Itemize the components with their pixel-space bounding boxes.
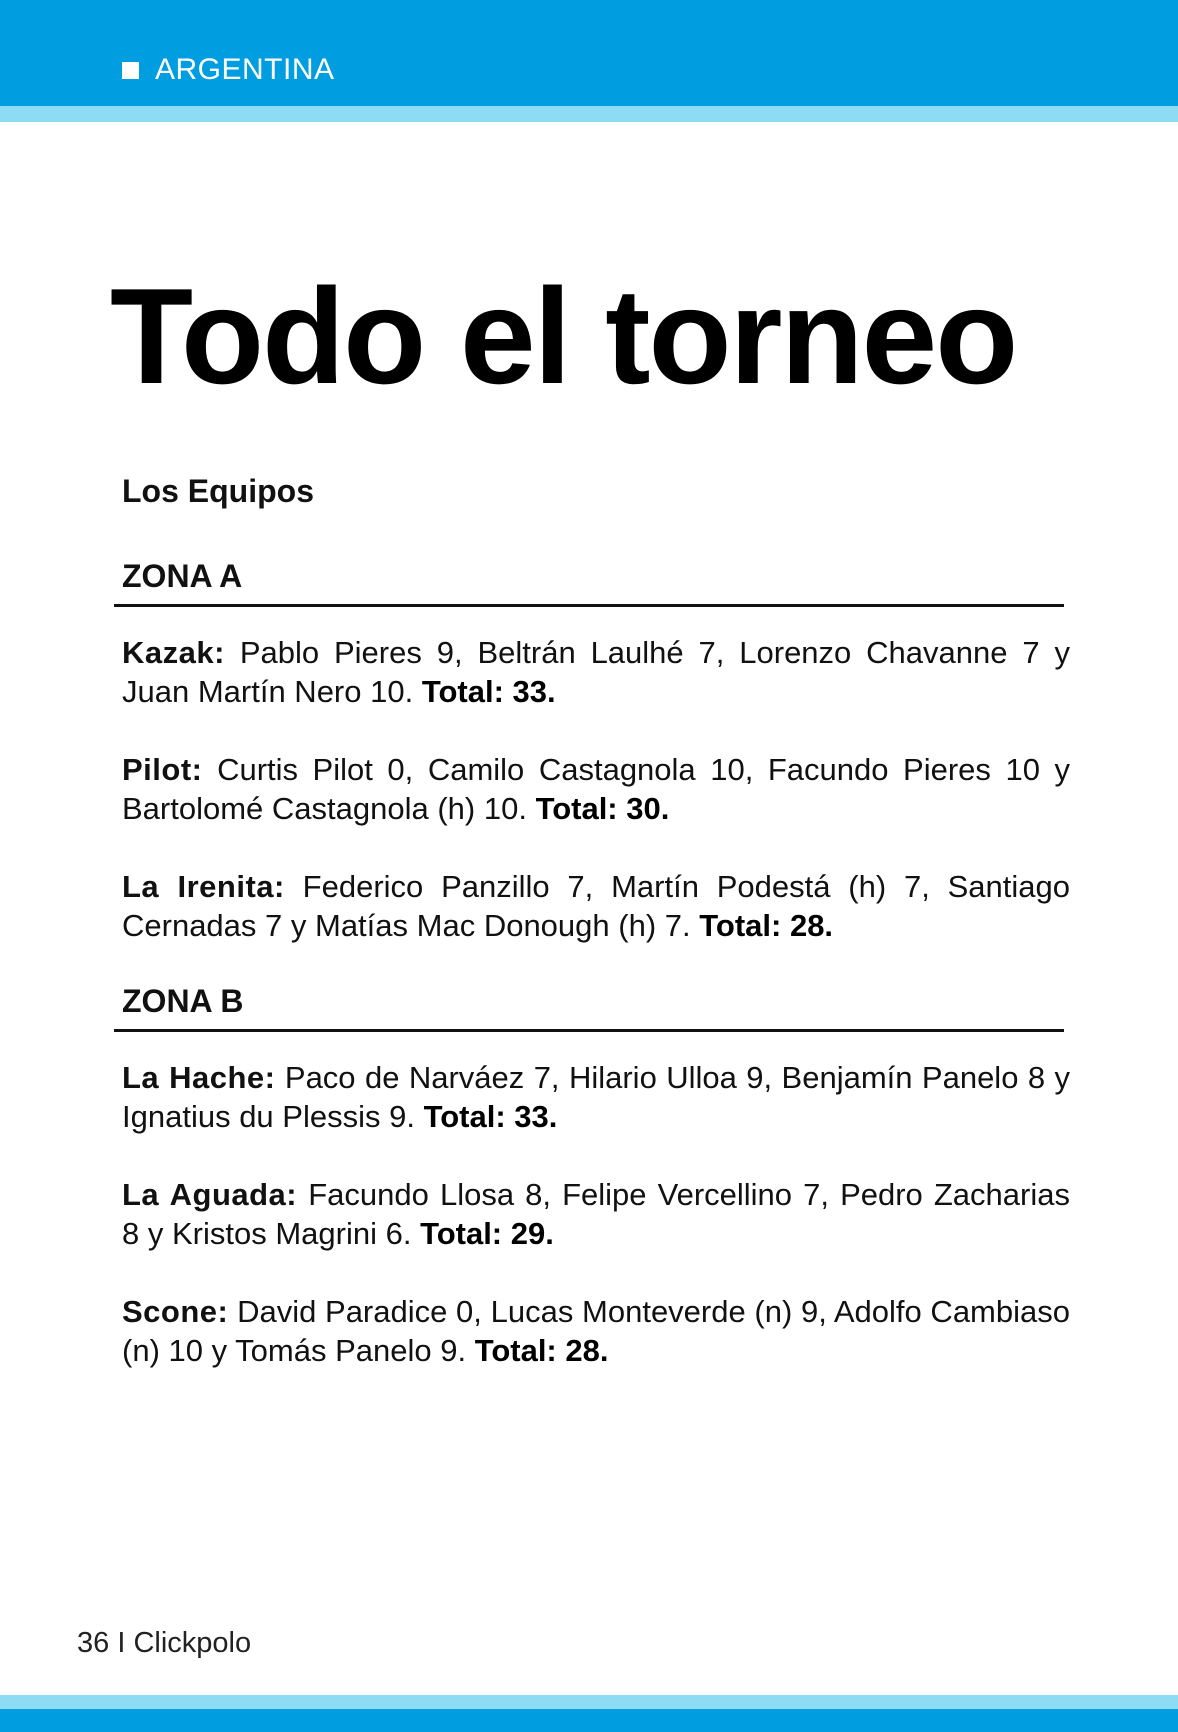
team-total (475, 1333, 609, 1368)
team-name: Kazak: (122, 635, 225, 670)
team-entry (122, 1058, 1070, 1136)
team-total-value: 33. (514, 1099, 558, 1134)
page-title: Todo el torneo (110, 260, 1017, 412)
zone-divider (114, 1029, 1064, 1032)
section-label-text: ARGENTINA (155, 53, 335, 86)
team-name: La Irenita: (122, 869, 285, 904)
team-total (422, 674, 556, 709)
team-entry (122, 750, 1070, 828)
team-total (536, 791, 670, 826)
page-number: 36 (77, 1627, 110, 1659)
zone-divider (114, 604, 1064, 607)
team-total (420, 1216, 554, 1251)
team-entry (122, 867, 1070, 945)
page-footer (77, 1627, 251, 1660)
team-total-label: Total: (535, 791, 618, 826)
article-body (122, 466, 1070, 1409)
team-total-label: Total: (421, 674, 504, 709)
team-total-value: 28. (565, 1333, 609, 1368)
team-total-value: 28. (789, 908, 834, 943)
team-name: Scone: (122, 1294, 229, 1329)
team-total-value: 33. (512, 674, 556, 709)
team-entry (122, 1292, 1070, 1370)
team-players: Paco de Narváez 7, Hilario Ulloa 9, Benjamín Panelo 8 y Ignatius du Plessis 9. (122, 1060, 1070, 1134)
section-label (122, 50, 335, 90)
zone-heading-b: ZONA B (122, 983, 244, 1019)
team-total-label: Total: (474, 1333, 557, 1368)
team-entry (122, 633, 1070, 711)
team-name: La Hache: (122, 1060, 276, 1095)
team-players: David Paradice 0, Lucas Monteverde (n) 9, Adolfo Cambiaso (n) 10 y Tomás Panelo 9. (122, 1294, 1070, 1368)
team-total-value: 29. (510, 1216, 554, 1251)
team-entry (122, 1175, 1070, 1253)
team-total-label: Total: (423, 1099, 506, 1134)
team-players: Curtis Pilot 0, Camilo Castagnola 10, Facundo Pieres 10 y Bartolomé Castagnola (h) 10. (122, 752, 1070, 826)
footer-separator: I (117, 1627, 126, 1659)
header-stripe (0, 106, 1178, 122)
zone-heading-a: ZONA A (122, 558, 243, 594)
team-total-label: Total: (420, 1216, 503, 1251)
team-total (699, 908, 833, 943)
team-players: Facundo Llosa 8, Felipe Vercellino 7, Pedro Zacharias 8 y Kristos Magrini 6. (122, 1177, 1070, 1251)
footer-band (0, 1709, 1178, 1732)
team-players: Federico Panzillo 7, Martín Podestá (h) 7, Santiago Cernadas 7 y Matías Mac Donough (h) 7. (122, 869, 1070, 943)
section-subtitle: Los Equipos (122, 473, 314, 509)
team-name: Pilot: (122, 752, 203, 787)
team-players: Pablo Pieres 9, Beltrán Laulhé 7, Lorenzo Chavanne 7 y Juan Martín Nero 10. (122, 635, 1070, 709)
publication-name: Clickpolo (133, 1627, 252, 1659)
team-total-value: 30. (626, 791, 670, 826)
team-name: La Aguada: (122, 1177, 298, 1212)
square-bullet-icon (122, 62, 139, 79)
footer-stripe (0, 1695, 1178, 1709)
team-total (424, 1099, 558, 1134)
team-total-label: Total: (699, 908, 782, 943)
